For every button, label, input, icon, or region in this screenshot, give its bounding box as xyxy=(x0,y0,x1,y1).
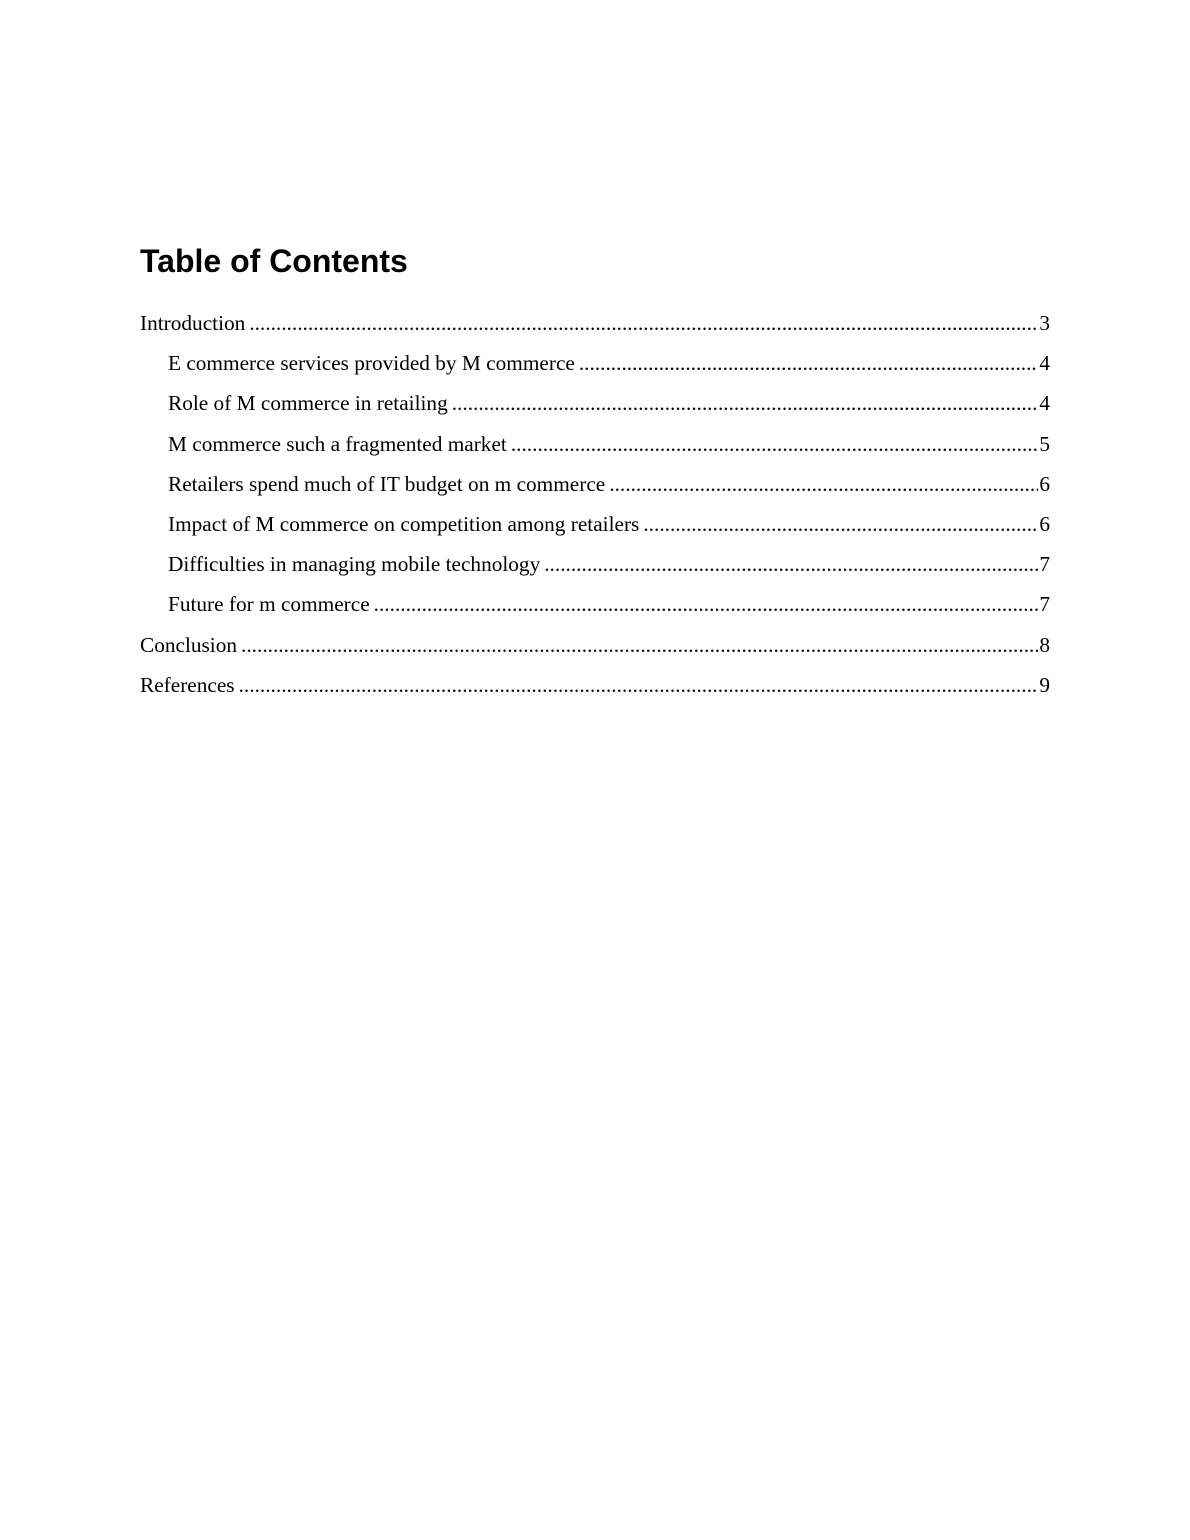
toc-title: Table of Contents xyxy=(140,243,408,279)
toc-entry-page-number: 6 xyxy=(1039,511,1050,536)
toc-entry-mobile-technology[interactable] xyxy=(140,544,1050,584)
dot-leader xyxy=(249,303,1038,343)
toc-entry-introduction[interactable] xyxy=(140,303,1050,343)
toc-entry-label: E commerce services provided by M commerce xyxy=(168,351,575,376)
dot-leader xyxy=(643,504,1038,544)
toc-entry-page-number: 7 xyxy=(1039,552,1050,577)
toc-entry-label: Introduction xyxy=(140,311,246,335)
dot-leader xyxy=(579,343,1038,383)
dot-leader xyxy=(544,544,1038,584)
toc-entry-e-commerce-services[interactable] xyxy=(140,343,1050,383)
toc-entry-label: Difficulties in managing mobile technology xyxy=(168,552,541,577)
dot-leader xyxy=(511,424,1039,464)
toc-entry-label: Future for m commerce xyxy=(168,592,370,617)
toc-entry-page-number: 4 xyxy=(1039,351,1050,376)
toc-entry-references[interactable] xyxy=(140,665,1050,705)
dot-leader xyxy=(609,464,1038,504)
dot-leader xyxy=(239,665,1039,705)
dot-leader xyxy=(374,584,1039,624)
toc-entry-label: M commerce such a fragmented market xyxy=(168,431,507,456)
toc-entry-page-number: 3 xyxy=(1039,311,1050,335)
toc-entry-label: References xyxy=(140,672,235,697)
toc-entry-role-in-retailing[interactable] xyxy=(140,383,1050,423)
table-of-contents xyxy=(140,303,1050,705)
toc-entry-page-number: 6 xyxy=(1039,471,1050,496)
toc-entry-label: Retailers spend much of IT budget on m commerce xyxy=(168,471,606,496)
toc-entry-page-number: 7 xyxy=(1039,592,1050,617)
dot-leader xyxy=(241,625,1038,665)
toc-entry-label: Impact of M commerce on competition among retailers xyxy=(168,511,640,536)
toc-entry-fragmented-market[interactable] xyxy=(140,424,1050,464)
toc-entry-conclusion[interactable] xyxy=(140,625,1050,665)
toc-entry-page-number: 4 xyxy=(1039,391,1050,416)
toc-entry-page-number: 9 xyxy=(1039,672,1050,697)
toc-entry-page-number: 5 xyxy=(1039,431,1050,456)
toc-entry-competition-impact[interactable] xyxy=(140,504,1050,544)
dot-leader xyxy=(452,383,1039,423)
toc-entry-it-budget[interactable] xyxy=(140,464,1050,504)
toc-entry-future[interactable] xyxy=(140,584,1050,624)
toc-entry-page-number: 8 xyxy=(1039,632,1050,657)
toc-entry-label: Conclusion xyxy=(140,632,238,657)
toc-entry-label: Role of M commerce in retailing xyxy=(168,391,448,416)
